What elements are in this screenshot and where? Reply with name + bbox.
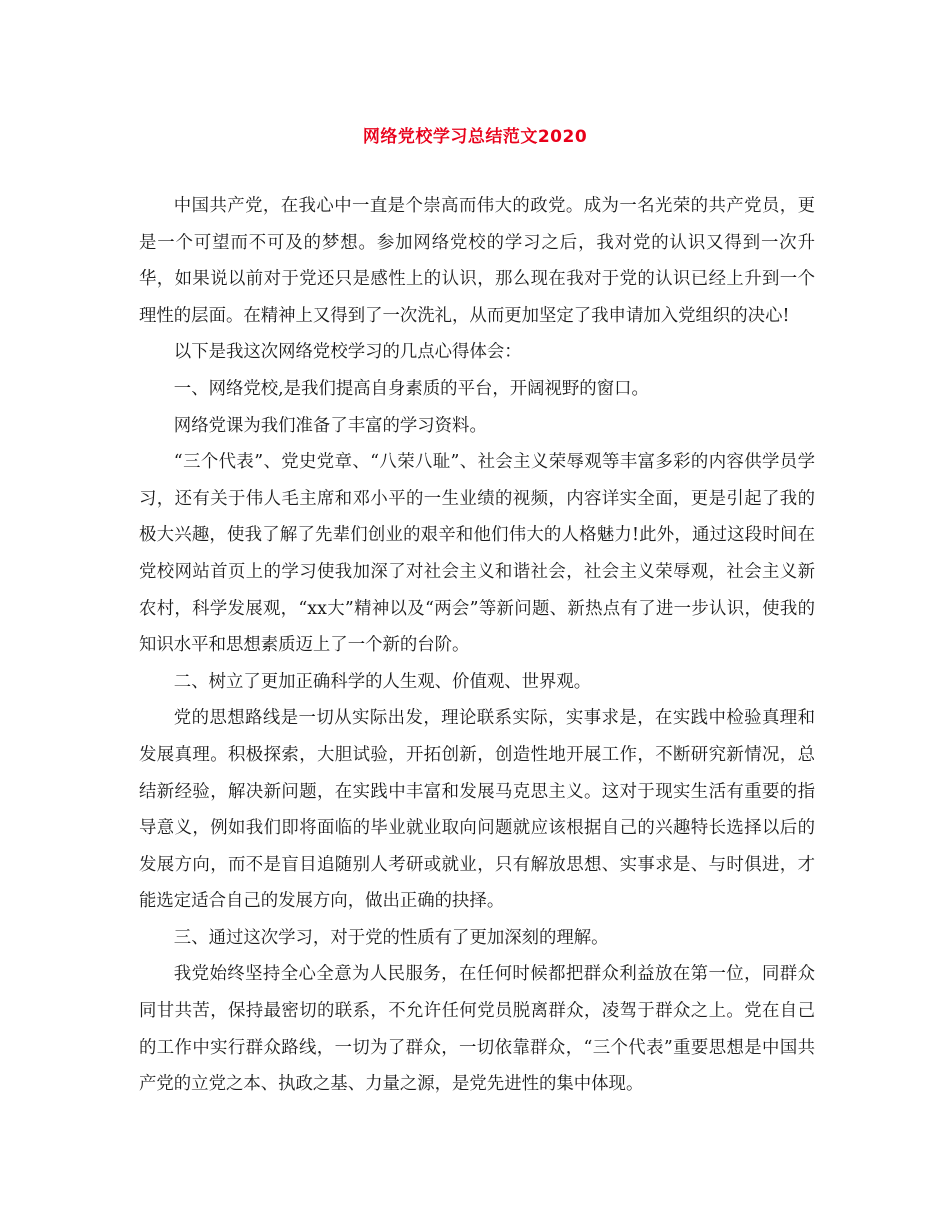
paragraph: “三个代表”、党史党章、“八荣八耻”、社会主义荣辱观等丰富多彩的内容供学员学习，还有关于伟人毛主席和邓小平的一生业绩的视频，内容详实全面，更是引起了我的极大兴趣，使我了解了先辈们创业的艰辛和他们伟大的人格魅力!此外，通过这段时间在党校网站首页上的学习使我加深了对社会主义和谐社会，社会主义荣辱观，社会主义新农村，科学发展观，“xx大”精神以及“两会”等新问题、新热点有了进一步认识，使我的知识水平和思想素质迈上了一个新的台阶。	[139, 452, 815, 656]
document-body	[139, 188, 815, 1103]
paragraph: 党的思想路线是一切从实际出发，理论联系实际，实事求是，在实践中检验真理和发展真理。积极探索，大胆试验，开拓创新，创造性地开展工作，不断研究新情况，总结新经验，解决新问题，在实践中丰富和发展马克思主义。这对于现实生活有重要的指导意义，例如我们即将面临的毕业就业取向问题就应该根据自己的兴趣特长选择以后的发展方向，而不是盲目追随别人考研或就业，只有解放思想、实事求是、与时俱进，才能选定适合自己的发展方向，做出正确的抉择。	[139, 708, 815, 912]
section-heading: 三、通过这次学习，对于党的性质有了更加深刻的理解。	[173, 927, 609, 948]
paragraph: 以下是我这次网络党校学习的几点心得体会：	[173, 342, 522, 363]
document-title: 网络党校学习总结范文2020	[362, 127, 588, 147]
section-heading: 二、树立了更加正确科学的人生观、价值观、世界观。	[173, 671, 592, 692]
section-heading: 一、网络党校,是我们提高自身素质的平台，开阔视野的窗口。	[173, 378, 649, 399]
paragraph: 中国共产党，在我心中一直是个崇高而伟大的政党。成为一名光荣的共产党员，更是一个可望而不可及的梦想。参加网络党校的学习之后，我对党的认识又得到一次升华，如果说以前对于党还只是感性上的认识，那么现在我对于党的认识已经上升到一个理性的层面。在精神上又得到了一次洗礼，从而更加坚定了我申请加入党组织的决心!	[139, 196, 815, 326]
paragraph: 我党始终坚持全心全意为人民服务，在任何时候都把群众利益放在第一位，同群众同甘共苦，保持最密切的联系，不允许任何党员脱离群众，凌驾于群众之上。党在自己的工作中实行群众路线，一切为了群众，一切依靠群众，“三个代表”重要思想是中国共产党的立党之本、执政之基、力量之源，是党先进性的集中体现。	[139, 964, 815, 1095]
paragraph: 网络党课为我们准备了丰富的学习资料。	[173, 415, 487, 436]
